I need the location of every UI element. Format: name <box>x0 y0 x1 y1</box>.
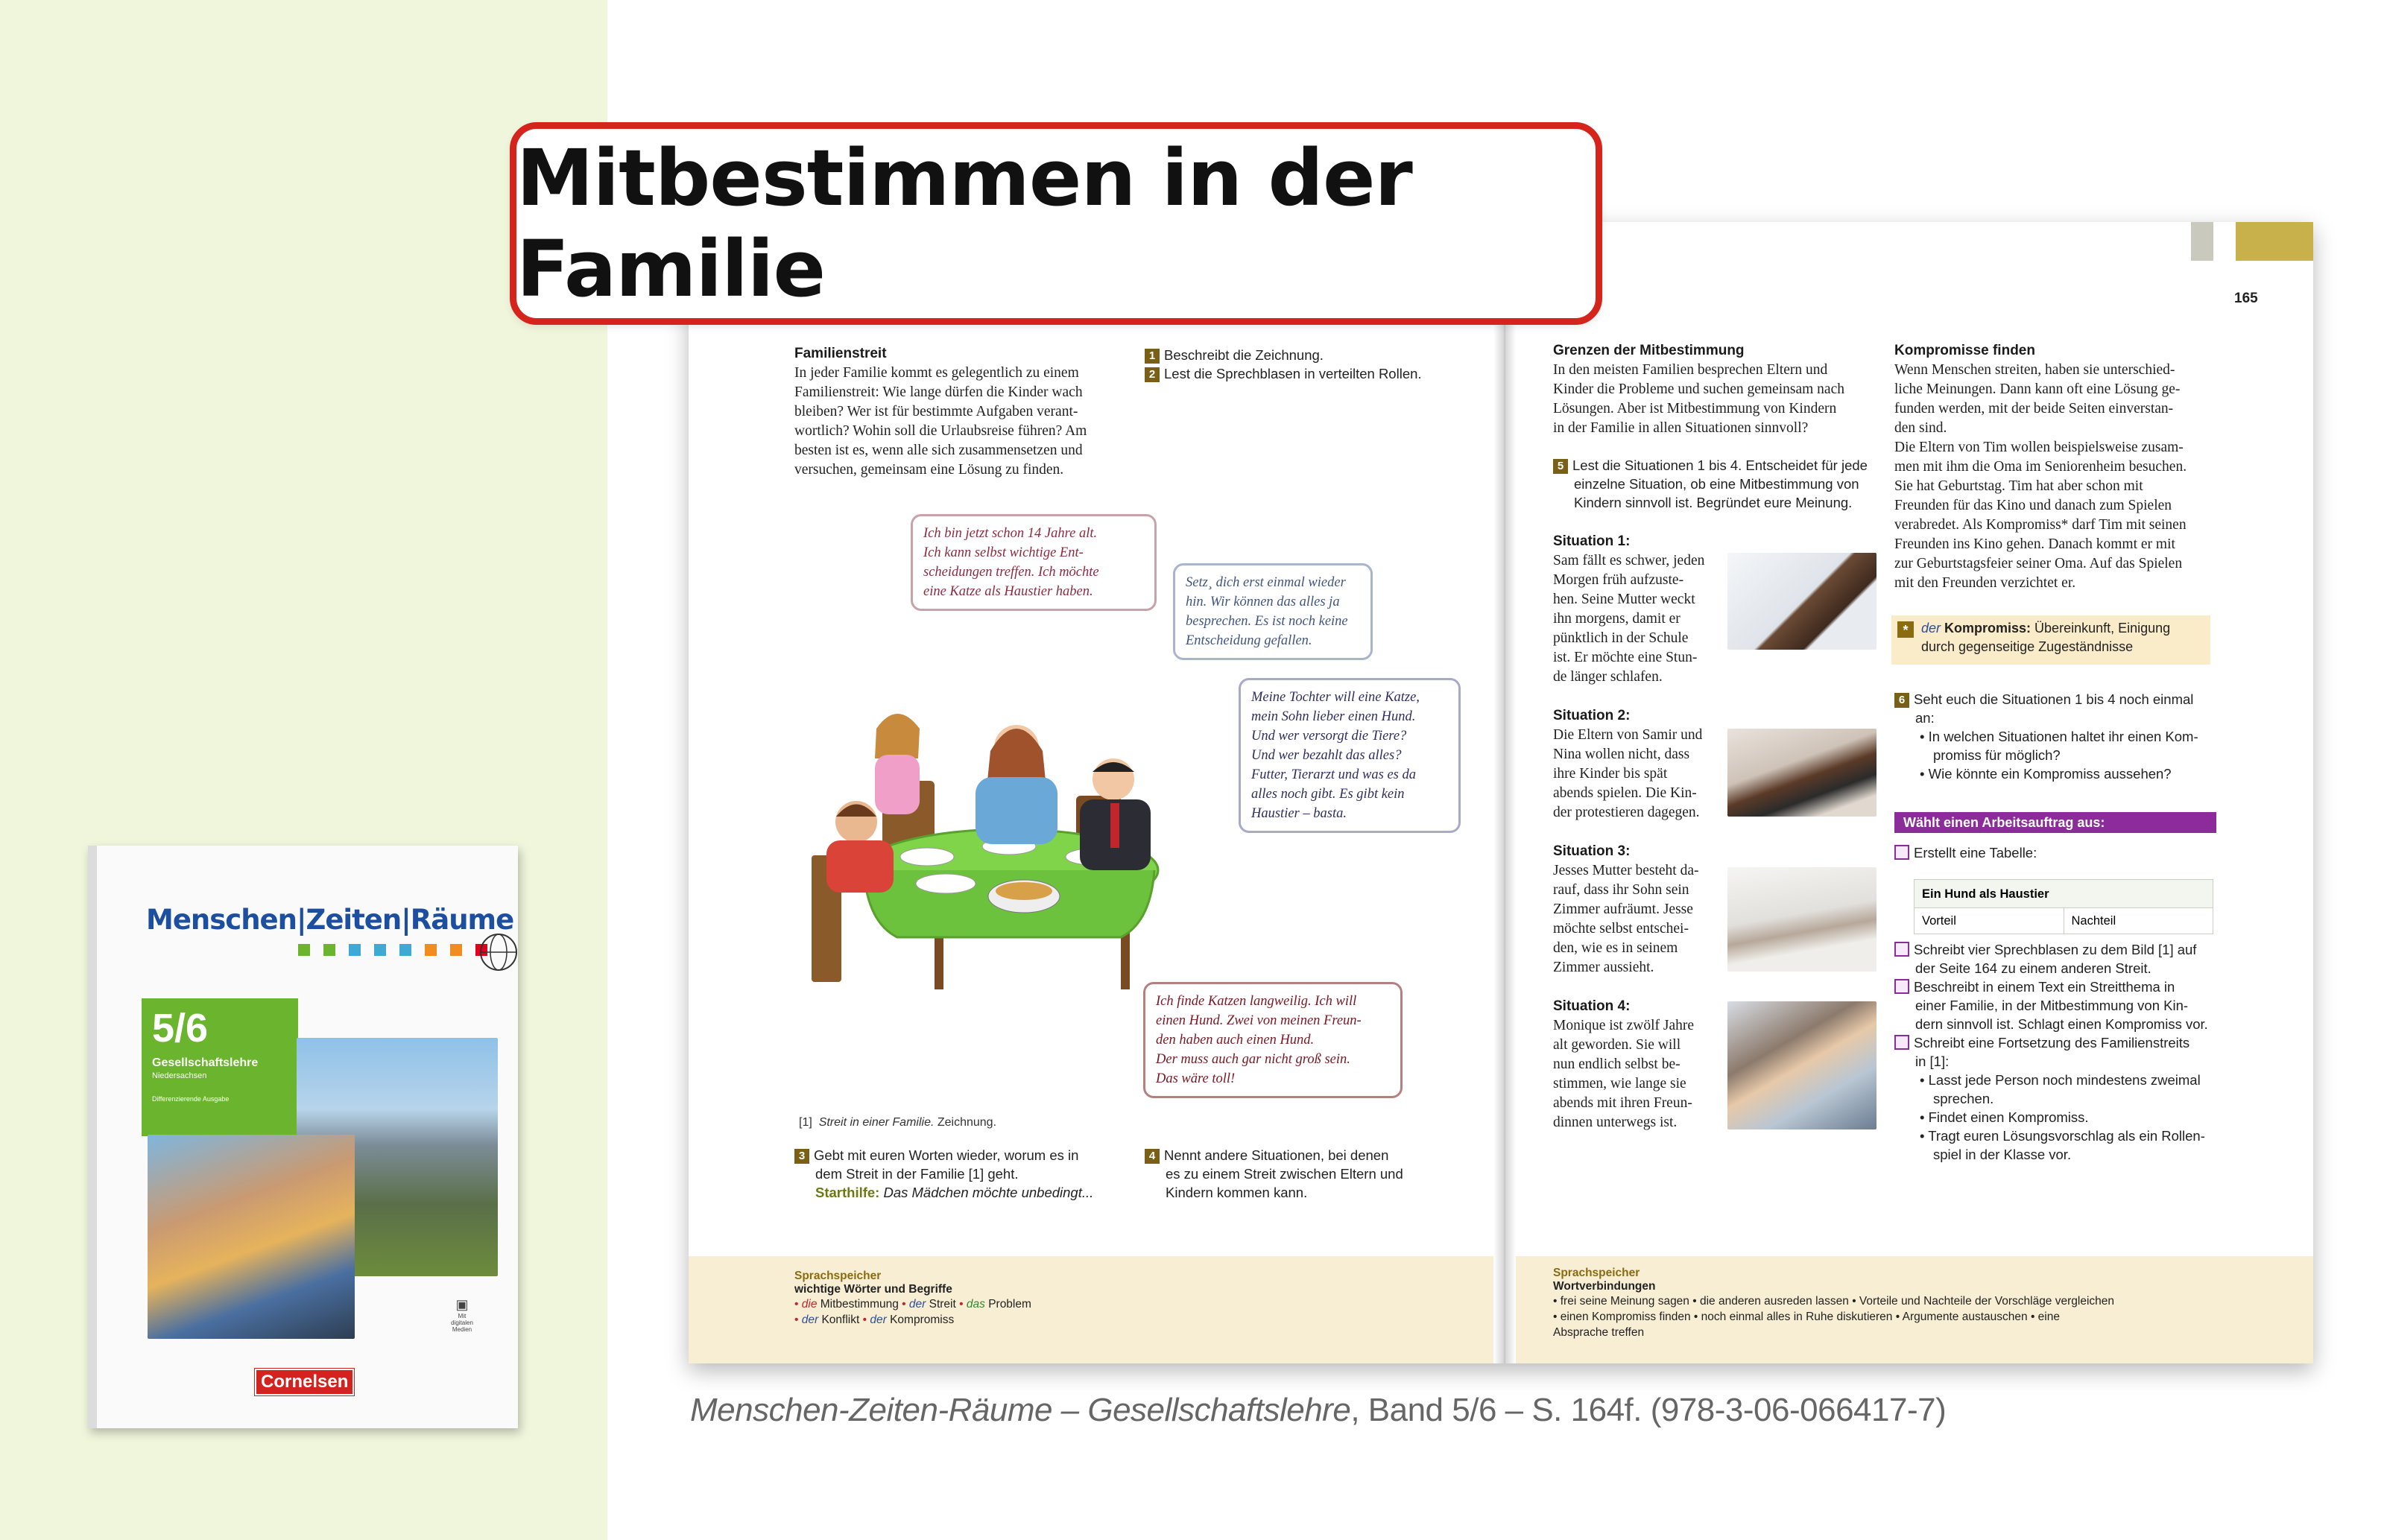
cover-color-dots <box>298 944 487 956</box>
citation-details: , Band 5/6 – S. 164f. (978-3-06-066417-7) <box>1350 1392 1947 1428</box>
photo-messy-room <box>1727 867 1876 972</box>
bullet-text: Wie könnte ein Kompromiss aussehen? <box>1928 766 2172 782</box>
book-spread <box>689 222 2313 1363</box>
color-dot <box>450 944 462 956</box>
task-2 <box>1145 364 1458 383</box>
task-3 <box>794 1146 1115 1202</box>
situation-line: möchte selbst entschei- <box>1553 921 1689 937</box>
text-line: Die Eltern von Tim wollen beispielsweise zusam- <box>1894 440 2184 455</box>
situation-1 <box>1553 532 1721 687</box>
digital-media-badge <box>447 1297 477 1333</box>
task-bullet: • Tragt euren Lösungsvorschlag als ein Rollen- <box>1920 1128 2205 1144</box>
article: die <box>801 1298 818 1311</box>
bubble-line: einen Hund. Zwei von meinen Freun- <box>1156 1013 1362 1028</box>
task-text: an: <box>1915 710 1935 726</box>
situation-line: abends mit ihren Freun- <box>1553 1095 1692 1111</box>
option-a-icon <box>1894 845 1909 860</box>
sprachspeicher-line: • einen Kompromiss finden • noch einmal alles in Ruhe diskutieren • Argumente austauschen • eine <box>1553 1311 2060 1323</box>
bubble-line: Der muss auch gar nicht groß sein. <box>1156 1052 1350 1067</box>
task-number: 2 <box>1145 367 1160 382</box>
photo-sleeping-boy <box>1727 553 1876 650</box>
title-banner <box>510 122 1602 325</box>
task-number: 4 <box>1145 1149 1160 1164</box>
task-1 <box>1145 346 1458 364</box>
task-text: Seht euch die Situationen 1 bis 4 noch einmal <box>1914 691 2194 707</box>
word: Kompromiss <box>890 1314 955 1326</box>
bubble-line: scheidungen treffen. Ich möchte <box>923 565 1099 580</box>
sprachspeicher-line: Absprache treffen <box>1553 1326 1645 1339</box>
book-citation <box>690 1392 1946 1429</box>
choice-a <box>1894 843 2222 862</box>
caption-title: Streit in einer Familie. <box>818 1116 935 1129</box>
word: Konflikt <box>821 1314 860 1326</box>
task-bullet: • In welchen Situationen haltet ihr einen Kom- <box>1920 729 2198 744</box>
task-text: in [1]: <box>1915 1053 1950 1069</box>
bubble-line: hin. Wir können das alles ja <box>1186 595 1340 609</box>
edition-label: Differenzierende Ausgabe <box>152 1095 230 1103</box>
situation-line: rauf, dass ihr Sohn sein <box>1553 882 1689 898</box>
bullet-text: Tragt euren Lösungsvorschlag als ein Rollen- <box>1928 1128 2205 1144</box>
task-bullet: • Lasst jede Person noch mindestens zweimal <box>1920 1072 2201 1088</box>
situation-line: Zimmer aussieht. <box>1553 960 1654 975</box>
bubble-line: Ich bin jetzt schon 14 Jahre alt. <box>923 526 1098 541</box>
digital-note: Mit digitalen <box>451 1313 473 1326</box>
chapter-tab-grey <box>2191 222 2213 261</box>
intro-line: bleiben? Wer ist für bestimmte Aufgaben verant- <box>794 404 1078 419</box>
family-argument-illustration <box>793 684 1180 997</box>
bullet: • <box>794 1298 799 1311</box>
situation-line: ist. Er möchte eine Stun- <box>1553 650 1698 665</box>
section-heading: Kompromisse finden <box>1894 343 2035 358</box>
task-text: Lest die Situationen 1 bis 4. Entscheidet für jede <box>1572 457 1868 473</box>
situation-title: Situation 4: <box>1553 998 1631 1014</box>
task-text: Schreibt vier Sprechblasen zu dem Bild [1] auf <box>1914 942 2197 957</box>
publisher-logo: Cornelsen <box>255 1369 354 1395</box>
situation-line: alt geworden. Sie will <box>1553 1037 1681 1053</box>
option-d-icon <box>1894 1035 1909 1050</box>
bubble-line: Setz¸ dich erst einmal wieder <box>1186 575 1346 590</box>
task-text: Gebt mit euren Worten wieder, worum es in <box>814 1147 1079 1163</box>
option-c-icon <box>1894 979 1909 994</box>
option-b-icon <box>1894 942 1909 957</box>
task-text: Erstellt eine Tabelle: <box>1914 845 2037 861</box>
word: Mitbestimmung <box>820 1298 899 1311</box>
task-text: der Seite 164 zu einem anderen Streit. <box>1915 960 2151 976</box>
sprachspeicher-sub: wichtige Wörter und Begriffe <box>794 1283 952 1296</box>
text-line: mit den Freunden verzichtet er. <box>1894 575 2076 591</box>
task-text: dem Streit in der Familie [1] geht. <box>815 1166 1019 1182</box>
speech-bubble-mother <box>1173 563 1373 660</box>
intro-line: besten ist es, wenn alle sich zusammensetzen und <box>794 443 1083 458</box>
situation-line: Die Eltern von Samir und <box>1553 727 1703 743</box>
word: Problem <box>988 1298 1031 1311</box>
bullet-text: sprechen. <box>1933 1091 1994 1106</box>
situation-line: Monique ist zwölf Jahre <box>1553 1018 1695 1033</box>
color-dot <box>425 944 437 956</box>
task-text: Schreibt eine Fortsetzung des Familienstreits <box>1914 1035 2190 1051</box>
bullet-text: In welchen Situationen haltet ihr einen Kom- <box>1928 729 2198 744</box>
table-header-cell: Nachteil <box>2064 908 2213 934</box>
grade-label: 5/6 <box>152 1006 209 1051</box>
situation-line: Nina wollen nicht, dass <box>1553 747 1690 762</box>
definition-term: Kompromiss: <box>1944 621 2032 636</box>
sprachspeicher-left <box>689 1256 1493 1363</box>
article: das <box>966 1298 985 1311</box>
color-dot <box>399 944 411 956</box>
task-5 <box>1553 456 1888 512</box>
word: Streit <box>929 1298 956 1311</box>
illustration-caption <box>799 1116 996 1129</box>
definition-box <box>1891 615 2210 665</box>
caption-ref: [1] <box>799 1116 812 1129</box>
color-dot <box>323 944 335 956</box>
text-line: den sind. <box>1894 420 1947 436</box>
chapter-tab-gold <box>2236 222 2313 261</box>
situation-line: dinnen unterwegs ist. <box>1553 1115 1678 1130</box>
table-title: Ein Hund als Haustier <box>1915 880 2213 908</box>
intro-line: Kinder die Probleme und suchen gemeinsam nach <box>1553 381 1844 397</box>
text-line: men mit ihm die Oma im Seniorenheim besuchen. <box>1894 459 2187 475</box>
bubble-line: Meine Tochter will eine Katze, <box>1251 690 1420 705</box>
bullet-text: Lasst jede Person noch mindestens zweimal <box>1928 1072 2201 1088</box>
bubble-line: mein Sohn lieber einen Hund. <box>1251 709 1416 724</box>
cover-photo-students <box>148 1135 355 1339</box>
hint-text: Das Mädchen möchte unbedingt... <box>883 1185 1094 1200</box>
situation-line: hen. Seine Mutter weckt <box>1553 592 1695 607</box>
compromise-section <box>1894 341 2222 593</box>
sprachspeicher-right <box>1516 1256 2313 1363</box>
table-header-cell: Vorteil <box>1922 914 1956 928</box>
article: der <box>1921 621 1941 636</box>
bubble-line: den haben auch einen Hund. <box>1156 1033 1315 1048</box>
situation-line: nun endlich selbst be- <box>1553 1056 1681 1072</box>
choices-b-d <box>1894 940 2222 1164</box>
color-dot <box>374 944 386 956</box>
task-text: Beschreibt in einem Text ein Streitthema in <box>1914 979 2175 995</box>
situation-line: ihn morgens, damit er <box>1553 611 1681 627</box>
task-number: 3 <box>794 1149 809 1164</box>
task-number: 5 <box>1553 459 1568 474</box>
situation-line: den, wie es in seinem <box>1553 940 1678 956</box>
sprachspeicher-line: • frei seine Meinung sagen • die anderen ausreden lassen • Vorteile und Nachteile der Vorschläge vergleichen <box>1553 1295 2115 1308</box>
text-line: liche Meinungen. Dann kann oft eine Lösung ge- <box>1894 381 2181 397</box>
bubble-line: eine Katze als Haustier haben. <box>923 584 1093 599</box>
page-number: 165 <box>2234 291 2258 306</box>
intro-line: versuchen, gemeinsam eine Lösung zu finden. <box>794 462 1064 478</box>
task-6 <box>1894 690 2222 783</box>
task-text: es zu einem Streit zwischen Eltern und <box>1166 1166 1403 1182</box>
tasks-1-2 <box>1145 346 1458 383</box>
table-header-row <box>1915 908 2213 934</box>
pros-cons-table <box>1914 879 2213 934</box>
bubble-line: alles noch gibt. Es gibt kein <box>1251 787 1405 802</box>
article: der <box>908 1298 926 1311</box>
text-line: zur Geburtstagsfeier seiner Oma. Auf das Spielen <box>1894 556 2183 571</box>
bubble-line: Ich finde Katzen langweilig. Ich will <box>1156 994 1357 1009</box>
text-line: funden werden, mit der beide Seiten einverstan- <box>1894 401 2174 416</box>
speech-bubble-father <box>1239 678 1461 833</box>
text-line: Freunden ins Kino gehen. Danach kommt er mit <box>1894 536 2175 552</box>
situation-title: Situation 1: <box>1553 533 1631 549</box>
sprachspeicher-label: Sprachspeicher <box>1553 1267 1640 1279</box>
task-text: dern sinnvoll ist. Schlagt einen Kompromiss vor. <box>1915 1016 2208 1032</box>
situation-line: Morgen früh aufzuste- <box>1553 572 1684 588</box>
bullet-text: Findet einen Kompromiss. <box>1928 1109 2089 1125</box>
task-text: Lest die Sprechblasen in verteilten Rollen. <box>1164 366 1422 381</box>
situation-title: Situation 3: <box>1553 843 1631 859</box>
situation-line: Jesses Mutter besteht da- <box>1553 863 1699 878</box>
situation-line: der protestieren dagegen. <box>1553 805 1700 820</box>
task-text: einer Familie, in der Mitbestimmung von Kin- <box>1915 998 2189 1013</box>
sprachspeicher-label: Sprachspeicher <box>794 1270 882 1282</box>
bullet-text: spiel in der Klasse vor. <box>1933 1147 2072 1162</box>
subject-label: Gesellschaftslehre <box>152 1056 259 1069</box>
text-line: Freunden für das Kino und danach zum Spielen <box>1894 498 2172 513</box>
situation-line: ihre Kinder bis spät <box>1553 766 1668 782</box>
situation-title: Situation 2: <box>1553 708 1631 723</box>
bubble-line: Entscheidung gefallen. <box>1186 633 1312 648</box>
sprachspeicher-words-1: • die Mitbestimmung • der Streit • das Problem <box>794 1298 1031 1311</box>
color-dot <box>349 944 361 956</box>
book-gutter <box>1493 222 1516 1363</box>
intro-line: In jeder Familie kommt es gelegentlich zu einem <box>794 365 1079 381</box>
caption-rest: Zeichnung. <box>934 1116 997 1129</box>
article: der <box>801 1314 819 1326</box>
media-icon: ▣ <box>455 1297 469 1312</box>
cover-title: Menschen|Zeiten|Räume <box>146 904 514 936</box>
sprachspeicher-sub: Wortverbindungen <box>1553 1280 1656 1293</box>
situation-line: Zimmer aufräumt. Jesse <box>1553 901 1693 917</box>
intro-line: Lösungen. Aber ist Mitbestimmung von Kindern <box>1553 401 1837 416</box>
region-label: Niedersachsen <box>152 1071 207 1080</box>
task-text: Kindern kommen kann. <box>1166 1185 1308 1200</box>
intro-line: Familienstreit: Wie lange dürfen die Kinder wach <box>794 384 1083 400</box>
situation-line: stimmen, wie lange sie <box>1553 1076 1686 1091</box>
intro-line: In den meisten Familien besprechen Eltern und <box>1553 362 1828 378</box>
bubble-line: Haustier – basta. <box>1251 806 1347 821</box>
intro-section <box>794 344 1107 480</box>
limits-section <box>1553 341 1881 438</box>
section-heading: Familienstreit <box>794 346 887 361</box>
photo-gaming-kids <box>1727 729 1876 817</box>
speech-bubble-boy <box>1143 982 1403 1098</box>
speech-bubble-girl <box>911 514 1157 611</box>
choice-header-bar: Wählt einen Arbeitsauftrag aus: <box>1894 812 2216 833</box>
article: der <box>870 1314 887 1326</box>
situation-2 <box>1553 706 1721 823</box>
situation-line: de länger schlafen. <box>1553 669 1663 685</box>
sprachspeicher-words-2: • der Konflikt • der Kompromiss <box>794 1314 955 1326</box>
task-text: Beschreibt die Zeichnung. <box>1164 347 1324 363</box>
digital-note: Medien <box>452 1326 472 1333</box>
task-text: einzelne Situation, ob eine Mitbestimmung von <box>1574 476 1859 492</box>
definition-text: durch gegenseitige Zugeständnisse <box>1921 639 2134 654</box>
task-number: 1 <box>1145 349 1160 364</box>
situation-line: pünktlich in der Schule <box>1553 630 1689 646</box>
task-bullet: • Wie könnte ein Kompromiss aussehen? <box>1920 766 2172 782</box>
asterisk-icon: * <box>1897 621 1914 638</box>
text-line: Sie hat Geburtstag. Tim hat aber schon mit <box>1894 478 2143 494</box>
task-bullet: • Findet einen Kompromiss. <box>1920 1109 2089 1125</box>
bubble-line: Und wer versorgt die Tiere? <box>1251 729 1407 744</box>
bubble-line: besprechen. Es ist noch keine <box>1186 614 1348 629</box>
color-dot <box>298 944 310 956</box>
citation-title: Menschen-Zeiten-Räume – Gesellschaftslehre <box>690 1392 1351 1428</box>
task-text: Kindern sinnvoll ist. Begründet eure Meinung. <box>1574 495 1853 510</box>
definition-text: Übereinkunft, Einigung <box>2031 621 2171 636</box>
task-text: Nennt andere Situationen, bei denen <box>1164 1147 1389 1163</box>
text-line: verabredet. Als Kompromiss* darf Tim mit seinen <box>1894 517 2187 533</box>
task-4 <box>1145 1146 1458 1202</box>
text-line: Wenn Menschen streiten, haben sie unterschied- <box>1894 362 2175 378</box>
task-number: 6 <box>1894 693 1909 708</box>
grade-box <box>142 998 298 1136</box>
bubble-line: Ich kann selbst wichtige Ent- <box>923 545 1084 560</box>
section-heading: Grenzen der Mitbestimmung <box>1553 343 1745 358</box>
intro-line: wortlich? Wohin soll die Urlaubsreise führen? Am <box>794 423 1087 439</box>
situation-line: Sam fällt es schwer, jeden <box>1553 553 1705 568</box>
globe-icon <box>477 931 520 974</box>
page-title: Mitbestimmen in der Familie <box>516 133 1412 314</box>
hint-label: Starthilfe: <box>815 1185 880 1200</box>
bullet-text: promiss für möglich? <box>1933 747 2061 763</box>
photo-girls-friends <box>1727 1001 1876 1129</box>
bubble-line: Futter, Tierarzt und was es da <box>1251 767 1416 782</box>
bubble-line: Und wer bezahlt das alles? <box>1251 748 1402 763</box>
situation-line: abends spielen. Die Kin- <box>1553 785 1697 801</box>
intro-line: in der Familie in allen Situationen sinnvoll? <box>1553 420 1809 436</box>
situation-4 <box>1553 997 1721 1132</box>
book-cover <box>88 846 518 1428</box>
situation-3 <box>1553 842 1721 977</box>
bubble-line: Das wäre toll! <box>1156 1071 1236 1086</box>
